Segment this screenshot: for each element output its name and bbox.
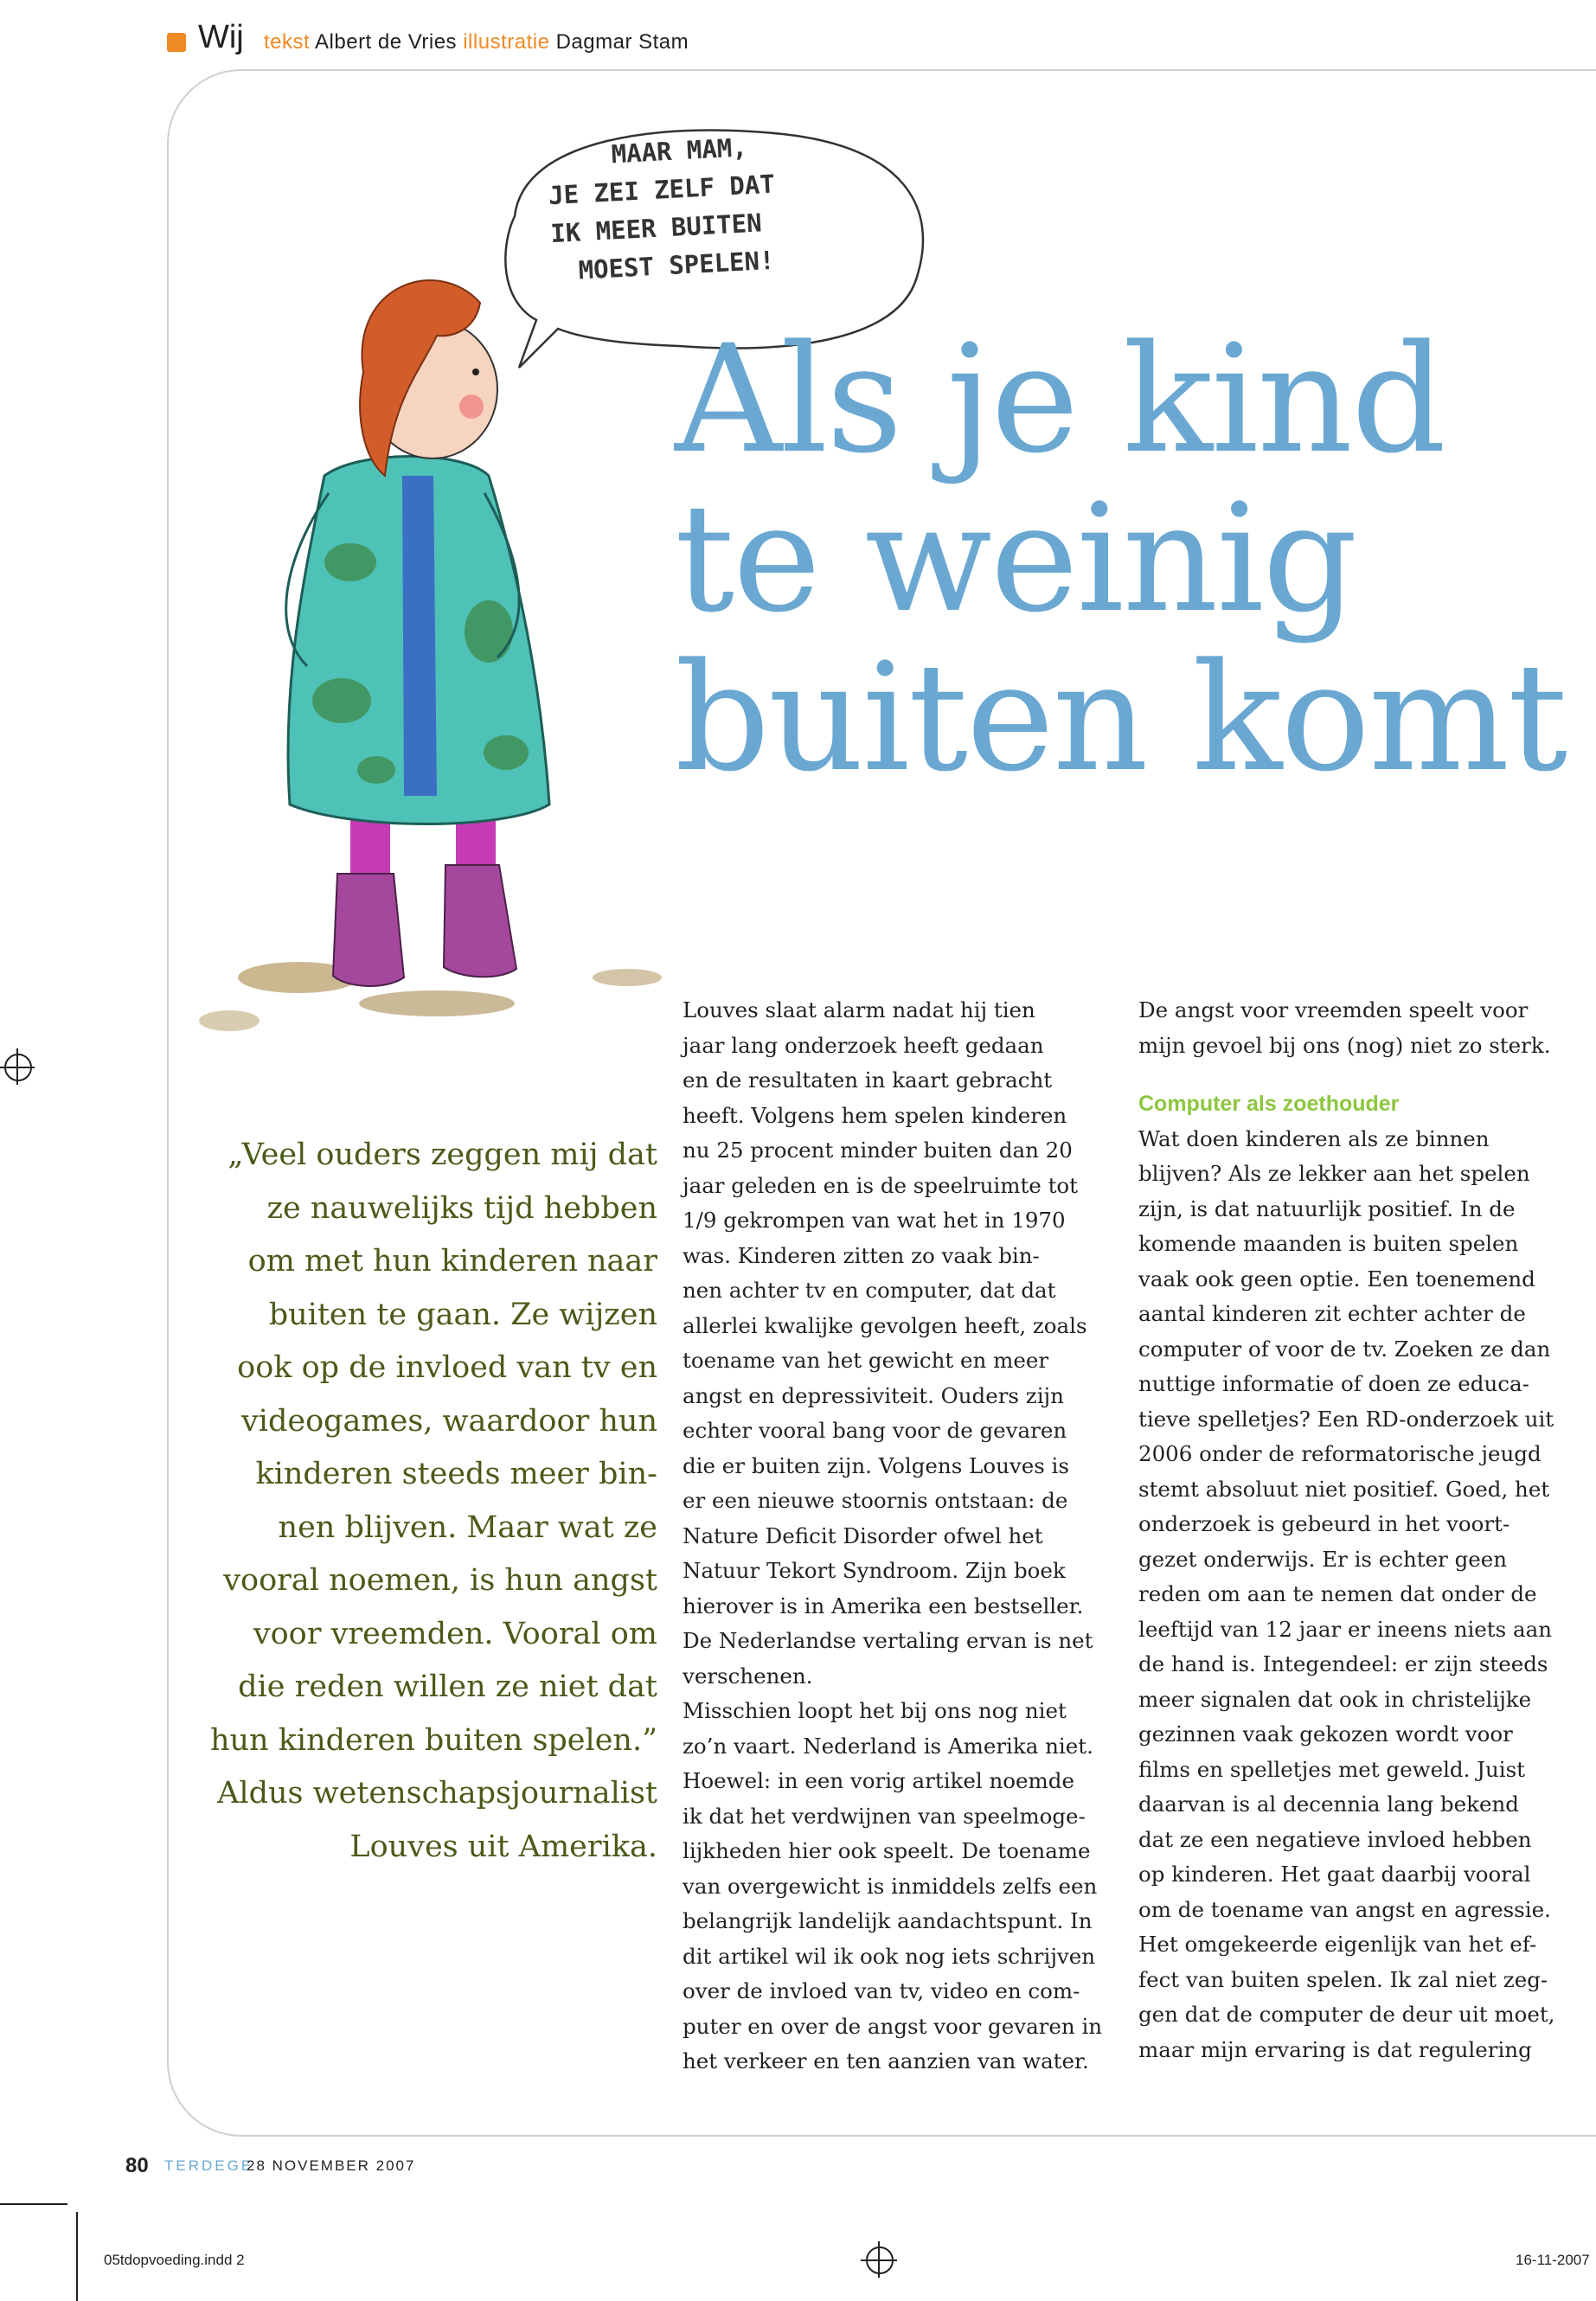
bubble-line: MAAR MAM, xyxy=(610,132,748,170)
coat-stain xyxy=(465,600,513,663)
crop-mark xyxy=(76,2212,78,2301)
quote-line: nen blijven. Maar wat ze xyxy=(278,1509,657,1545)
body-line: mijn gevoel bij ons (nog) niet zo sterk. xyxy=(1138,1032,1551,1058)
body-line: toename van het gewicht en meer xyxy=(683,1348,1049,1373)
body-line: nu 25 procent minder buiten dan 20 xyxy=(683,1138,1073,1163)
body-line: Wat doen kinderen als ze binnen xyxy=(1138,1125,1490,1151)
quote-line: Aldus wetenschapsjournalist xyxy=(217,1776,657,1811)
body-line: Het omgekeerde eigenlijk van het ef- xyxy=(1138,1932,1537,1957)
quote-line: om met hun kinderen naar xyxy=(247,1244,657,1279)
quote-line: voor vreemden. Vooral om xyxy=(253,1616,657,1651)
section-label: Wij xyxy=(198,19,244,55)
title-line: buiten komt xyxy=(675,631,1567,805)
body-line: De Nederlandse vertaling ervan is net xyxy=(683,1628,1093,1653)
body-line: die er buiten zijn. Volgens Louves is xyxy=(683,1452,1069,1478)
body-line: allerlei kwalijke gevolgen heeft, zoals xyxy=(683,1312,1087,1338)
body-line: puter en over de angst voor gevaren in xyxy=(683,2013,1103,2039)
article-title xyxy=(675,312,1596,805)
bubble-line: IK MEER BUITEN xyxy=(549,208,763,249)
body-column-1 xyxy=(683,993,1150,2080)
crop-mark xyxy=(0,2203,67,2205)
coat-stain xyxy=(484,735,529,770)
bubble-line: MOEST SPELEN! xyxy=(577,245,776,285)
body-line: van overgewicht is inmiddels zelfs een xyxy=(683,1873,1098,1899)
body-line: stemt absoluut niet positief. Goed, het xyxy=(1138,1476,1550,1502)
credit-illustrator: Dagmar Stam xyxy=(555,30,689,54)
dress xyxy=(402,476,437,796)
body-line: nen achter tv en computer, dat dat xyxy=(683,1278,1056,1303)
crop-mark xyxy=(878,2241,880,2278)
section-marker-icon xyxy=(167,33,186,52)
quote-line: ze nauwelijks tijd hebben xyxy=(266,1190,657,1226)
mud-puddle xyxy=(359,990,515,1016)
coat-stain xyxy=(357,756,395,784)
quote-line: „Veel ouders zeggen mij dat xyxy=(228,1138,657,1172)
bubble-line: JE ZEI ZELF DAT xyxy=(548,169,776,211)
publication-name: TERDEGE xyxy=(164,2157,254,2174)
body-line: hierover is in Amerika een bestseller. xyxy=(683,1593,1084,1618)
quote-line: buiten te gaan. Ze wijzen xyxy=(268,1297,657,1332)
boot xyxy=(444,865,516,977)
body-line: op kinderen. Het gaat daarbij vooral xyxy=(1138,1862,1531,1887)
body-line: en de resultaten in kaart gebracht xyxy=(683,1067,1053,1093)
body-line: De angst voor vreemden speelt voor xyxy=(1138,997,1529,1022)
coat-stain xyxy=(324,543,376,581)
body-line: dit artikel wil ik ook nog iets schrijven xyxy=(683,1943,1096,1969)
quote-line: die reden willen ze niet dat xyxy=(238,1670,657,1704)
quote-line: kinderen steeds meer bin- xyxy=(255,1457,657,1491)
body-line: belangrijk landelijk aandachtspunt. In xyxy=(683,1908,1093,1933)
quote-line: vooral noemen, is hun angst xyxy=(223,1563,657,1598)
body-line: verschenen. xyxy=(683,1663,813,1689)
mud-puddle xyxy=(199,1010,260,1031)
issue-date: 28 NOVEMBER 2007 xyxy=(247,2157,416,2174)
body-line: daarvan is al decennia lang bekend xyxy=(1138,1791,1519,1817)
body-line: 1/9 gekrompen van wat het in 1970 xyxy=(683,1208,1066,1233)
coat-stain xyxy=(312,678,371,723)
body-line: reden om aan te nemen dat onder de xyxy=(1138,1581,1537,1606)
body-line: zijn, is dat natuurlijk positief. In de xyxy=(1138,1195,1516,1221)
body-column-2 xyxy=(1138,993,1596,2067)
pull-quote xyxy=(199,1129,657,1874)
body-line: lijkheden hier ook speelt. De toename xyxy=(683,1838,1091,1863)
body-line: gen dat de computer de deur uit moet, xyxy=(1138,2002,1555,2027)
page-number: 80 xyxy=(125,2154,149,2177)
body-line: nuttige informatie of doen ze educa- xyxy=(1138,1371,1529,1396)
body-line: meer signalen dat ook in christelijke xyxy=(1138,1686,1532,1712)
body-line: gezinnen vaak gekozen wordt voor xyxy=(1138,1721,1513,1747)
mud-puddle xyxy=(593,969,662,986)
quote-line: hun kinderen buiten spelen.” xyxy=(209,1722,657,1758)
body-line: fect van buiten spelen. Ik zal niet zeg- xyxy=(1138,1966,1548,1992)
crop-mark xyxy=(16,1048,18,1085)
body-line: 2006 onder de reformatorische jeugd xyxy=(1138,1441,1542,1466)
quote-line: videogames, waardoor hun xyxy=(241,1403,657,1439)
cheek xyxy=(459,394,484,419)
title-line: te weinig xyxy=(675,471,1356,646)
eye xyxy=(472,369,479,375)
body-line: jaar lang onderzoek heeft gedaan xyxy=(683,1032,1044,1058)
body-line: over de invloed van tv, video en com- xyxy=(683,1978,1080,2003)
body-line: maar mijn ervaring is dat regulering xyxy=(1138,2036,1532,2062)
body-line: om de toename van angst en agressie. xyxy=(1138,1896,1551,1922)
body-line: leeftijd van 12 jaar er ineens niets aan xyxy=(1138,1616,1553,1642)
boot xyxy=(333,874,404,986)
body-line: heeft. Volgens hem spelen kinderen xyxy=(683,1102,1067,1128)
body-line: films en spelletjes met geweld. Juist xyxy=(1138,1756,1526,1782)
body-line: tieve spelletjes? Een RD-onderzoek uit xyxy=(1138,1406,1554,1432)
body-line: angst en depressiviteit. Ouders zijn xyxy=(683,1382,1064,1408)
credit-author: Albert de Vries xyxy=(315,30,458,54)
body-line: er een nieuwe stoornis ontstaan: de xyxy=(683,1488,1068,1513)
body-line: gezet onderwijs. Er is echter geen xyxy=(1138,1546,1508,1572)
body-line: jaar geleden en is de speelruimte tot xyxy=(683,1172,1079,1198)
body-line: blijven? Als ze lekker aan het spelen xyxy=(1138,1161,1530,1186)
body-line: was. Kinderen zitten zo vaak bin- xyxy=(683,1242,1040,1268)
body-line: dat ze een negatieve invloed hebben xyxy=(1138,1826,1532,1852)
body-line: het verkeer en ten aanzien van water. xyxy=(683,2048,1089,2073)
body-line: Louves slaat alarm nadat hij tien xyxy=(683,997,1035,1022)
body-line: onderzoek is gebeurd in het voort- xyxy=(1138,1511,1510,1536)
subheading: Computer als zoethouder xyxy=(1138,1092,1400,1116)
slug-date: 16-11-2007 xyxy=(1516,2252,1590,2268)
body-line: vaak ook geen optie. Een toenemend xyxy=(1138,1266,1535,1292)
body-line: Misschien loopt het bij ons nog niet xyxy=(683,1698,1067,1723)
body-line: computer of voor de tv. Zoeken ze dan xyxy=(1138,1336,1551,1362)
speech-bubble-text xyxy=(533,120,904,292)
body-line: de hand is. Integendeel: er zijn steeds xyxy=(1138,1651,1548,1676)
body-line: zo’n vaart. Nederland is Amerika niet. xyxy=(683,1733,1093,1759)
quote-line: Louves uit Amerika. xyxy=(349,1829,657,1864)
body-line: ik dat het verdwijnen van speelmoge- xyxy=(683,1803,1086,1829)
title-line: Als je kind xyxy=(675,312,1445,486)
body-line: echter vooral bang voor de gevaren xyxy=(683,1418,1067,1443)
slug-filename: 05tdopvoeding.indd 2 xyxy=(104,2252,245,2268)
body-line: Nature Deficit Disorder ofwel het xyxy=(683,1522,1043,1548)
credits xyxy=(264,30,689,54)
body-line: aantal kinderen zit echter achter de xyxy=(1138,1301,1526,1326)
credit-text-label: tekst xyxy=(264,30,311,54)
body-line: Hoewel: in een vorig artikel noemde xyxy=(683,1768,1074,1793)
quote-line: ook op de invloed van tv en xyxy=(237,1350,657,1385)
body-line: Natuur Tekort Syndroom. Zijn boek xyxy=(683,1558,1066,1583)
credit-illustration-label: illustratie xyxy=(463,30,550,54)
body-line: komende maanden is buiten spelen xyxy=(1138,1231,1519,1256)
